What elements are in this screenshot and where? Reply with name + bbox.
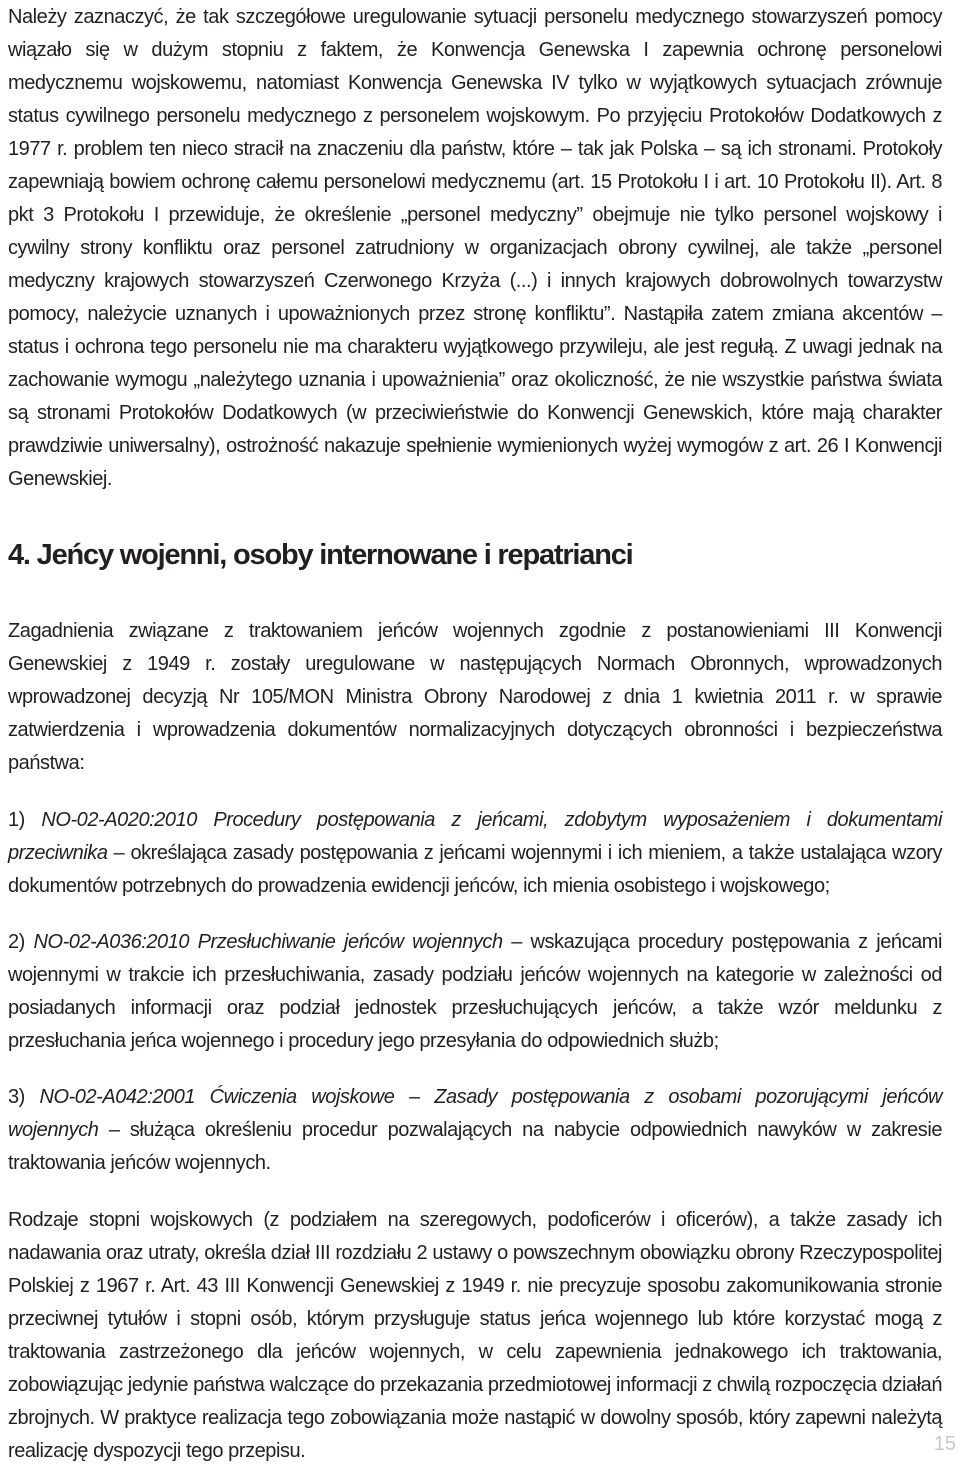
section-number: 4. <box>8 539 30 571</box>
closing-paragraph: Rodzaje stopni wojskowych (z podziałem na szeregowych, podoficerów i oficerów), a także zasady ich nadawania oraz utraty, określa dział III rozdziału 2 ustawy o powszechnym obowiązku obrony Rzeczypospolitej Polskiej z 1967 r. Art. 43 III Konwencji Genewskiej z 1949 r. nie precyzuje sposobu zakomunikowania stronie przeciwnej tytułów i stopni osób, którym przysługuje status jeńca wojennego lub które korzystać mogą z traktowania zastrzeżonego dla jeńców wojennych, w celu zapewnienia jednakowego ich traktowania, zobowiązując jedynie państwa walczące do przekazania przedmiotowej informacji z chwilą rozpoczęcia działań zbrojnych. W praktyce realizacja tego zobowiązania może nastąpić w dowolny sposób, który zapewni należytą realizację dyspozycji tego przepisu. <box>8 1209 942 1462</box>
norm-description: – wskazująca procedury postępowania z jeńcami wojennymi w trakcie ich przesłuchiwania, zasady podziału jeńców wojennych na kategorie w zależności od posiadanych informacji oraz podział jednostek przesłuchujących jeńców, a także wzór meldunku z przesłuchania jeńca wojennego i procedury jego przesyłania do odpowiednich służb; <box>8 931 943 1052</box>
intro-paragraph: Należy zaznaczyć, że tak szczegółowe uregulowanie sytuacji personelu medycznego stowarzyszeń pomocy wiązało się w dużym stopniu z faktem, że Konwencja Genewska I zapewnia ochronę personelowi medycznemu wojskowemu, natomiast Konwencja Genewska IV tylko w wyjątkowych sytuacjach zrównuje status cywilnego personelu medycznego z personelem wojskowym. Po przyjęciu Protokołów Dodatkowych z 1977 r. problem ten nieco stracił na znaczeniu dla państw, które – tak jak Polska – są ich stronami. Protokoły zapewniają bowiem ochronę całemu personelowi medycznemu (art. 15 Protokołu I i art. 10 Protokołu II). Art. 8 pkt 3 Protokołu I przewiduje, że określenie „personel medyczny” obejmuje nie tylko personel wojskowy i cywilny strony konfliktu oraz personel zatrudniony w organizacjach obrony cywilnej, ale także „personel medyczny krajowych stowarzyszeń Czerwonego Krzyża (...) i innych krajowych dobrowolnych towarzystw pomocy, należycie uznanych i upoważnionych przez stronę konfliktu”. Nastąpiła zatem zmiana akcentów – status i ochrona tego personelu nie ma charakteru wyjątkowego przywileju, ale jest regułą. Z uwagi jednak na zachowanie wymogu „należytego uznania i upoważnienia” oraz okoliczność, że nie wszystkie państwa świata są stronami Protokołów Dodatkowych (w przeciwieństwie do Konwencji Genewskich, które mają charakter prawdziwie uniwersalny), ostrożność nakazuje spełnienie wymienionych wyżej wymogów z art. 26 I Konwencji Genewskiej. <box>8 6 942 490</box>
list-marker: 1) <box>8 809 25 831</box>
section-heading <box>8 535 942 575</box>
page-number: 15 <box>933 1433 956 1455</box>
list-item <box>8 926 942 1058</box>
section-intro-paragraph: Zagadnienia związane z traktowaniem jeńców wojennych zgodnie z postanowieniami III Konwencji Genewskiej z 1949 r. zostały uregulowane w następujących Normach Obronnych, wprowadzonych wprowadzonej decyzją Nr 105/MON Ministra Obrony Narodowej z dnia 1 kwietnia 2011 r. w sprawie zatwierdzenia i wprowadzenia dokumentów normalizacyjnych dotyczących obronności i bezpieczeństwa państwa: <box>8 620 942 774</box>
norm-description: – określająca zasady postępowania z jeńcami wojennymi i ich mieniem, a także ustalająca wzory dokumentów potrzebnych do prowadzenia ewidencji jeńców, ich mienia osobistego i wojskowego; <box>8 842 942 897</box>
document-page <box>8 0 942 1468</box>
list-marker: 3) <box>8 1086 25 1108</box>
list-marker: 2) <box>8 931 25 953</box>
section-title: Jeńcy wojenni, osoby internowane i repatrianci <box>36 539 633 571</box>
norm-description: – służąca określeniu procedur pozwalających na nabycie odpowiednich nawyków w zakresie traktowania jeńców wojennych. <box>8 1119 942 1174</box>
norm-title: NO-02-A036:2010 Przesłuchiwanie jeńców wojennych <box>33 931 503 953</box>
norm-title: NO-02-A020:2010 Procedury postępowania z jeńcami, zdobytym wyposażeniem i dokumentami przeciwnika <box>8 809 942 864</box>
list-item <box>8 1081 942 1180</box>
list-item <box>8 804 942 903</box>
norm-title: NO-02-A042:2001 Ćwiczenia wojskowe – Zasady postępowania z osobami pozorującymi jeńców wojennych <box>8 1086 942 1141</box>
